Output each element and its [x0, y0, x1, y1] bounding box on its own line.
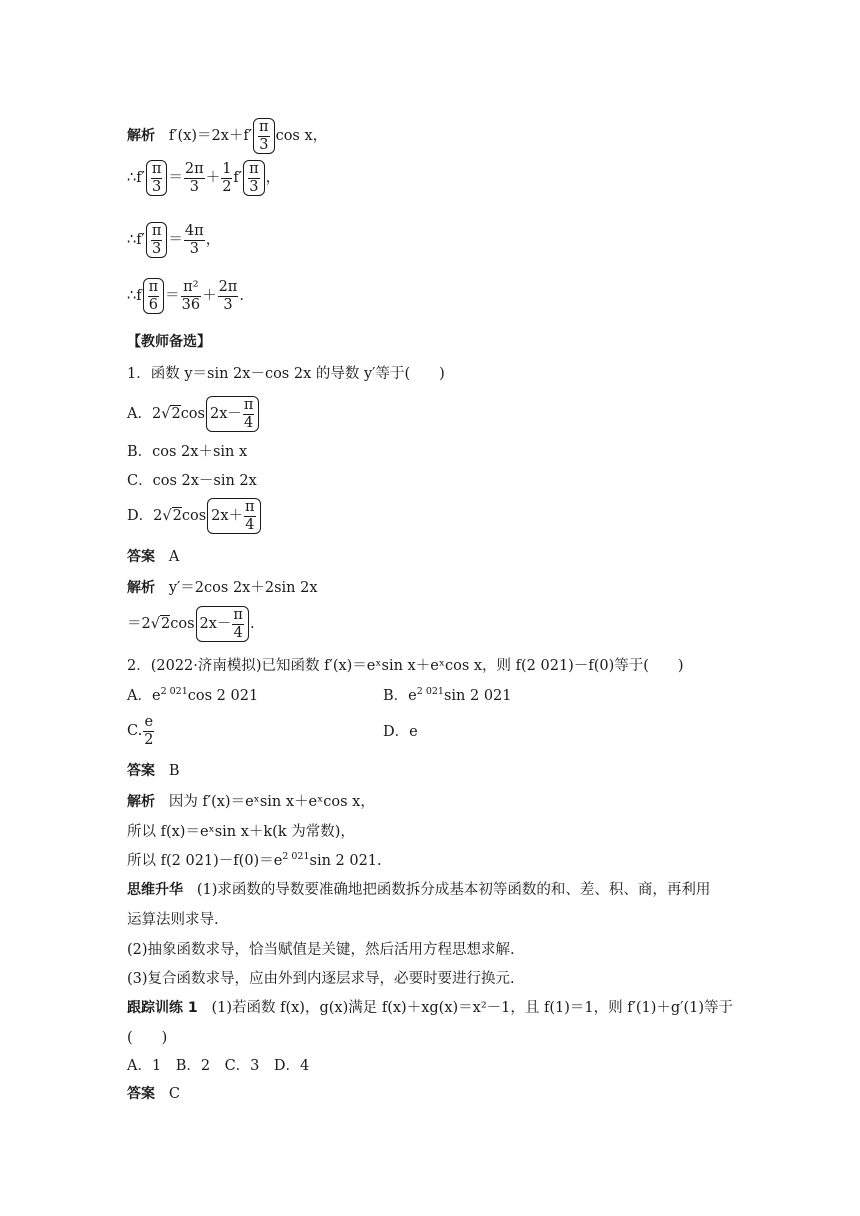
q2-option-c: C. $\frac{e}{2}$: [127, 714, 154, 748]
practice-answer: 答案 C: [127, 1086, 180, 1102]
analysis-line-2: ∴f′ $\frac{\pi}{3}$ ＝ $\frac{2\pi}{3}$ ＋ $\frac{1}{2}$ f′ $\frac{\pi}{3}$ ，: [127, 161, 281, 195]
q2-stem: 2．(2022·济南模拟)已知函数 f′(x)＝eˣsin x＋eˣcos x，则 f(2 021)－f(0)等于( ): [127, 658, 684, 674]
q1-analysis-2: ＝2√2cos 2x－ $\frac{\pi}{4}$ .: [127, 607, 255, 641]
q2-answer: 答案 B: [127, 763, 180, 779]
summary-line-4: (3)复合函数求导，应由外到内逐层求导，必要时要进行换元.: [127, 971, 515, 987]
practice-line-2: ( ): [127, 1030, 168, 1046]
analysis-label: 解析: [127, 128, 155, 145]
analysis-line-3: ∴f′ $\frac{\pi}{3}$ ＝ $\frac{4\pi}{3}$ ，: [127, 223, 221, 257]
q1-option-b: B．cos 2x＋sin x: [127, 444, 248, 460]
q2-analysis-2: 所以 f(x)＝eˣsin x＋k(k 为常数)，: [127, 824, 355, 840]
q1-stem: 1．函数 y＝sin 2x－cos 2x 的导数 y′等于( ): [127, 366, 445, 382]
summary-line-1: 思维升华 (1)求函数的导数要准确地把函数拆分成基本初等函数的和、差、积、商，再利用: [127, 882, 711, 898]
summary-line-2: 运算法则求导.: [127, 912, 219, 928]
q2-option-b: B．$e^{2 021}\sin$ 2 021: [383, 686, 512, 704]
q2-analysis-1: 解析 因为 f′(x)＝eˣsin x＋eˣcos x，: [127, 794, 375, 810]
q2-option-a: A．$e^{2 021}\cos$ 2 021: [127, 686, 259, 704]
section-title: 【教师备选】: [127, 334, 211, 350]
paren-bracket: $\frac{\pi}{3}$: [253, 118, 275, 154]
summary-line-3: (2)抽象函数求导，恰当赋值是关键，然后活用方程思想求解.: [127, 942, 515, 958]
q1-option-a: A．2√2cos 2x－ $\frac{\pi}{4}$: [127, 396, 260, 432]
q1-analysis-1: 解析 y′＝2cos 2x＋2sin 2x: [127, 580, 318, 596]
q2-option-d: D．e: [383, 724, 418, 740]
q1-answer: 答案 A: [127, 549, 180, 565]
analysis-line-4: ∴f $\frac{\pi}{6}$ ＝ $\frac{\text{π²}}{36}$ ＋ $\frac{2\pi}{3}$ .: [127, 279, 244, 313]
q2-analysis-3: 所以 f(2 $021)-f(0)=e^{2 021}\sin$ 2 021.: [127, 851, 382, 869]
practice-options: A．1 B．2 C．3 D．4: [127, 1058, 310, 1074]
q1-option-c: C．cos 2x－sin 2x: [127, 473, 257, 489]
analysis-line-1: 解析 f′(x)＝2x＋f′ $\frac{\pi}{3}$ cos x，: [127, 119, 328, 153]
q1-option-d: D．2√2cos 2x＋ $\frac{\pi}{4}$: [127, 498, 262, 534]
practice-line-1: 跟踪训练 1 (1)若函数 f(x)，g(x)满足 f(x)＋xg(x)＝x²－1，且 f(1)＝1，则 f′(1)＋g′(1)等于: [127, 1000, 734, 1016]
